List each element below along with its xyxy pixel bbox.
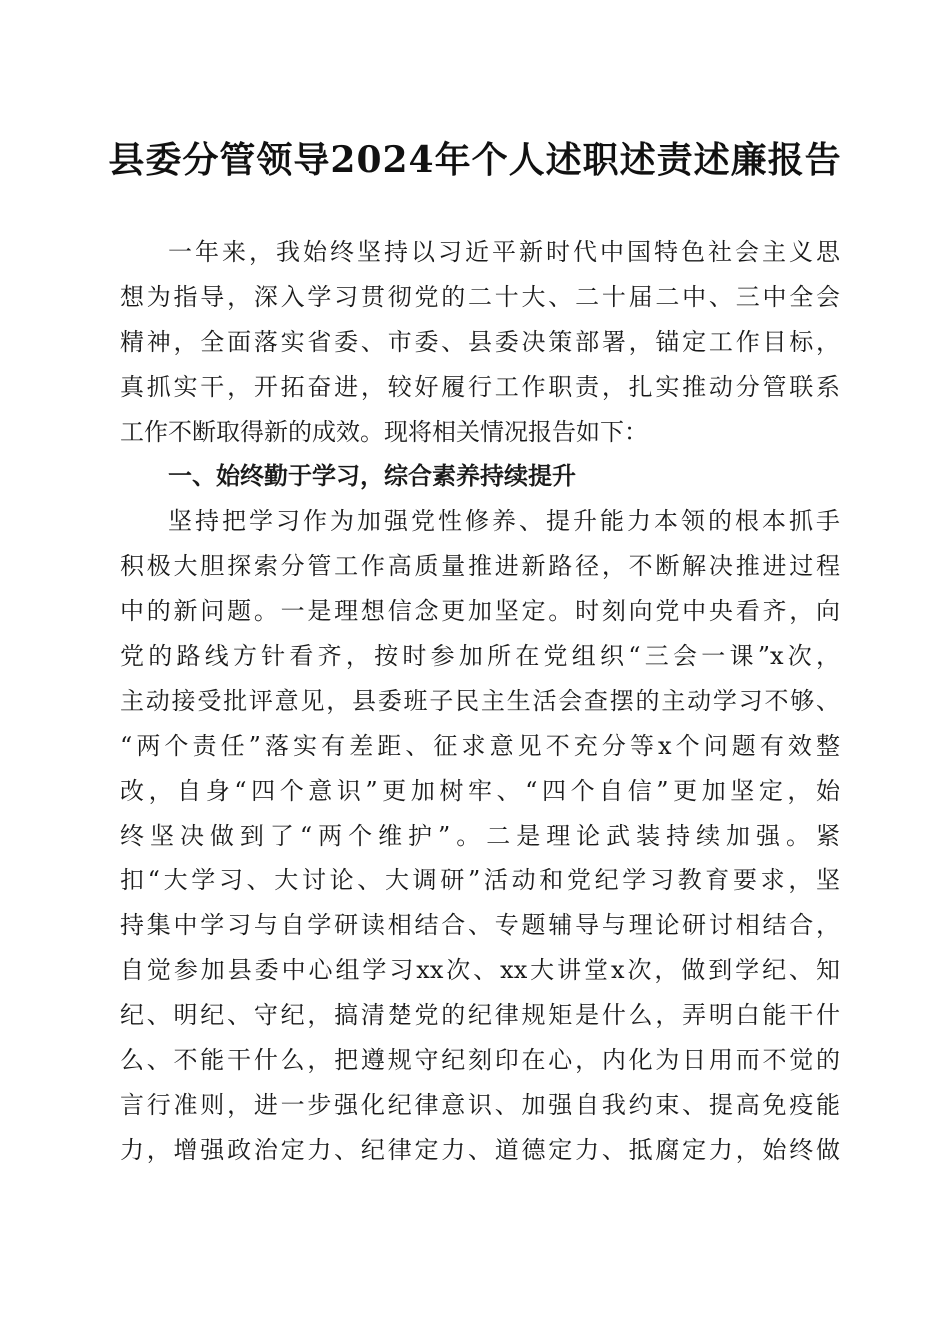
- paragraph-line: 精神，全面落实省委、市委、县委决策部署，锚定工作目标，: [120, 327, 840, 356]
- paragraph-line: 言行准则，进一步强化纪律意识、加强自我约束、提高免疫能: [120, 1090, 840, 1119]
- paragraph-line: 终坚决做到了“两个维护”。二是理论武装持续加强。紧: [120, 821, 840, 850]
- paragraph-line: 力，增强政治定力、纪律定力、道德定力、抵腐定力，始终做: [120, 1135, 840, 1164]
- paragraph-line: 纪、明纪、守纪，搞清楚党的纪律规矩是什么，弄明白能干什: [120, 1001, 840, 1030]
- paragraph-line: 一年来，我始终坚持以习近平新时代中国特色社会主义思: [168, 238, 840, 266]
- paragraph-line: 扣“大学习、大讨论、大调研”活动和党纪学习教育要求，坚: [120, 866, 840, 895]
- paragraph-line: 想为指导，深入学习贯彻党的二十大、二十届二中、三中全会: [120, 282, 840, 311]
- paragraph-line: 自觉参加县委中心组学习xx次、xx大讲堂x次，做到学纪、知: [120, 956, 840, 985]
- paragraph-line: “两个责任”落实有差距、征求意见不充分等x个问题有效整: [120, 731, 840, 760]
- document-body: [120, 230, 840, 1173]
- paragraph-line: 主动接受批评意见，县委班子民主生活会查摆的主动学习不够、: [120, 686, 840, 715]
- paragraph-line: 中的新问题。一是理想信念更加坚定。时刻向党中央看齐，向: [120, 597, 840, 626]
- paragraph-line: 真抓实干，开拓奋进，较好履行工作职责，扎实推动分管联系: [120, 372, 840, 401]
- paragraph-line: 改，自身“四个意识”更加树牢、“四个自信”更加坚定，始: [120, 776, 840, 805]
- paragraph-line: 坚持把学习作为加强党性修养、提升能力本领的根本抓手: [168, 507, 840, 536]
- paragraph-line: 持集中学习与自学研读相结合、专题辅导与理论研讨相结合，: [120, 911, 840, 940]
- document-title: 县委分管领导2024年个人述职述责述廉报告: [108, 139, 842, 181]
- paragraph-line: 么、不能干什么，把遵规守纪刻印在心，内化为日用而不觉的: [120, 1046, 840, 1075]
- paragraph-line: 党的路线方针看齐，按时参加所在党组织“三会一课”x次，: [120, 642, 840, 671]
- section-heading: 一、始终勤于学习，综合素养持续提升: [168, 462, 576, 491]
- paragraph-line: 工作不断取得新的成效。现将相关情况报告如下：: [120, 417, 648, 446]
- paragraph-line: 积极大胆探索分管工作高质量推进新路径，不断解决推进过程: [120, 552, 840, 581]
